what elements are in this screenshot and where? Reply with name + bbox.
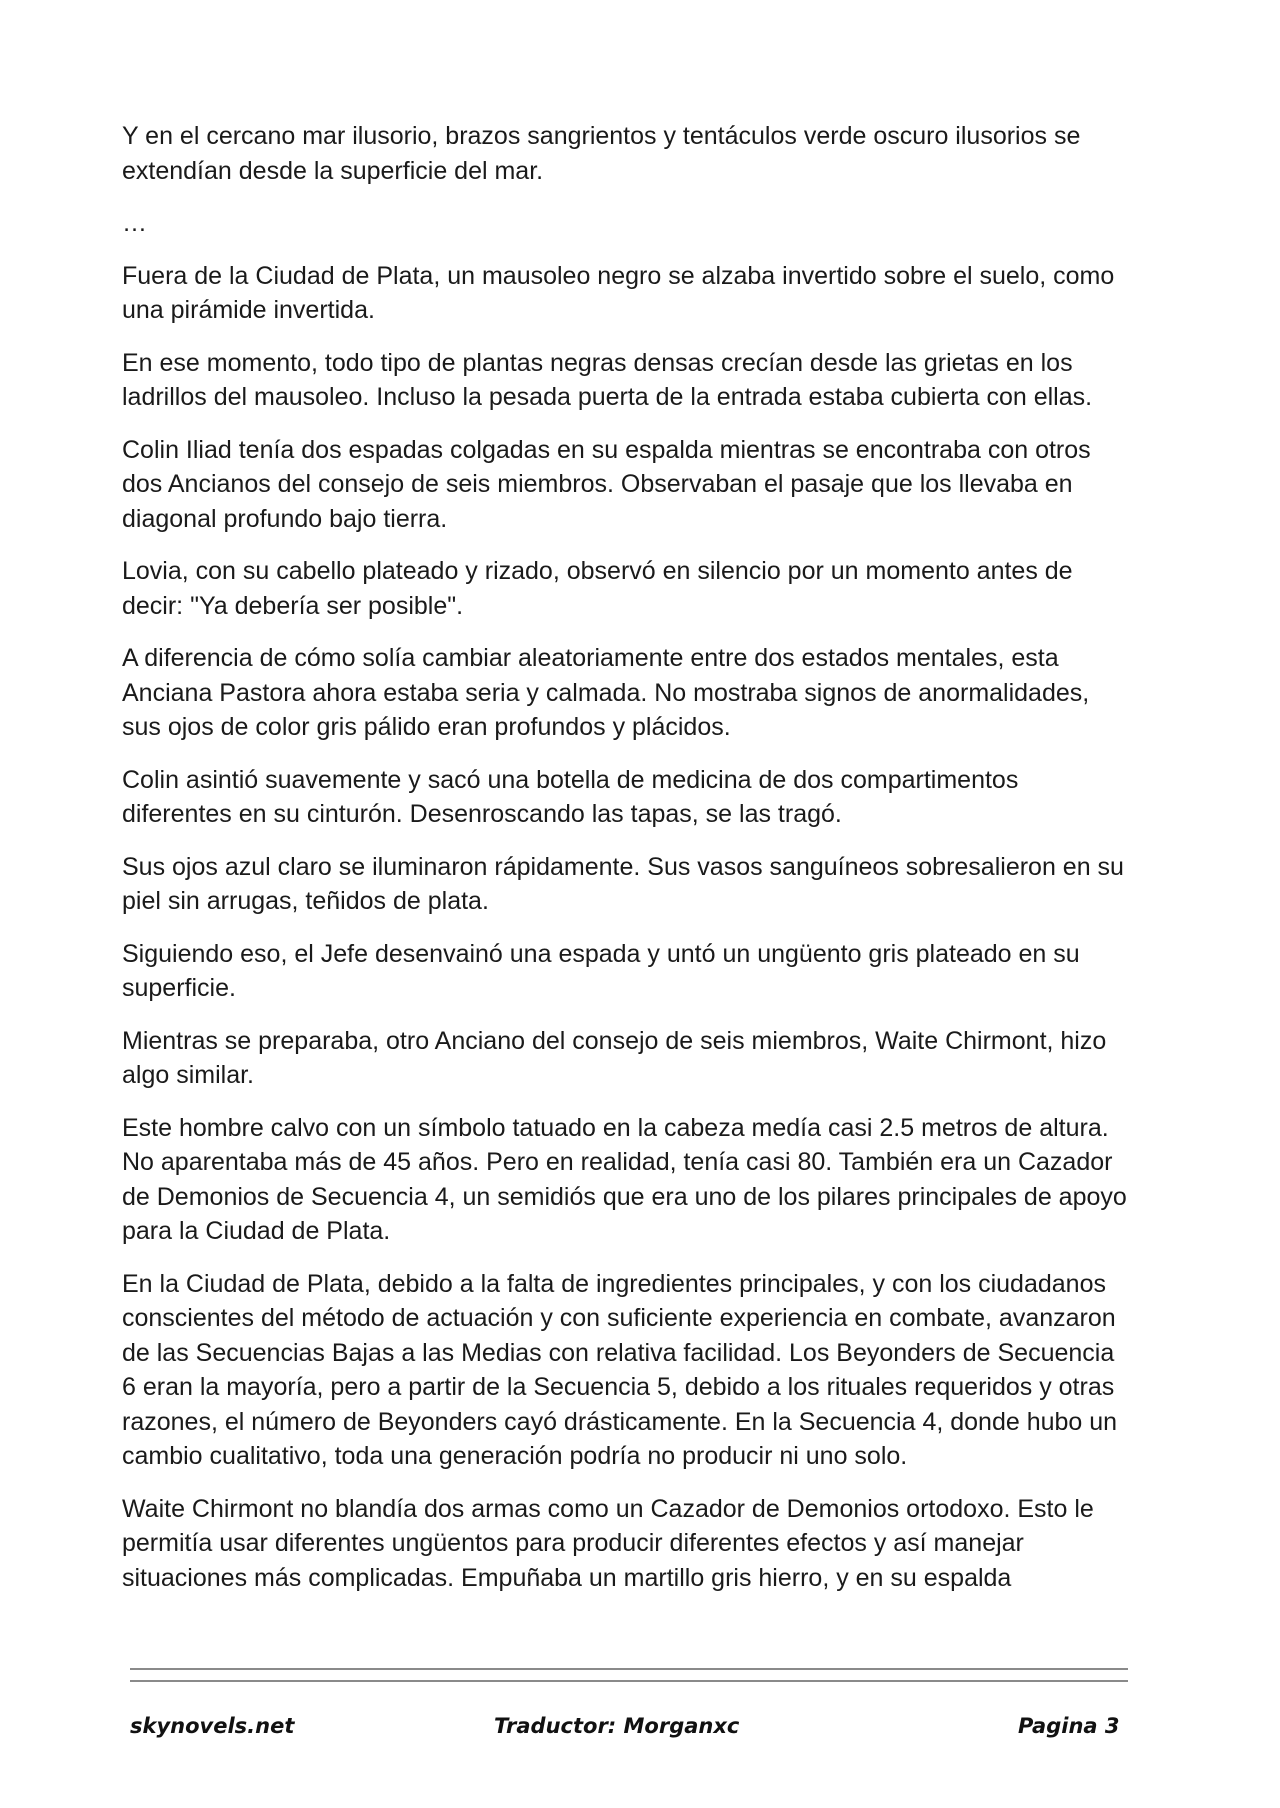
paragraph: Este hombre calvo con un símbolo tatuado en la cabeza medía casi 2.5 metros de altura. No aparentaba más de 45 años. Pero en realidad, tenía casi 80. También era un Cazador de Demonios de Secuencia 4, un semidiós que era uno de los pilares principales de apoyo para la Ciudad de Plata.	[122, 1113, 1127, 1245]
paragraph: Mientras se preparaba, otro Anciano del consejo de seis miembros, Waite Chirmont, hizo algo similar.	[122, 1026, 1107, 1089]
footer-page-number: Pagina 3	[1018, 1714, 1120, 1738]
paragraph: En ese momento, todo tipo de plantas negras densas crecían desde las grietas en los ladrillos del mausoleo. Incluso la pesada puerta de la entrada estaba cubierta con ellas.	[122, 348, 1093, 411]
paragraph: Waite Chirmont no blandía dos armas como un Cazador de Demonios ortodoxo. Esto le permitía usar diferentes ungüentos para producir diferentes efectos y así manejar situaciones más complicadas. Empuñaba un martillo gris hierro, y en su espalda	[122, 1494, 1094, 1592]
footer-site: skynovels.net	[130, 1714, 295, 1738]
paragraph-ellipsis: …	[122, 209, 147, 237]
footer-rule-top	[130, 1668, 1128, 1670]
footer-translator: Traductor: Morganxc	[494, 1714, 740, 1738]
paragraph: En la Ciudad de Plata, debido a la falta de ingredientes principales, y con los ciudadanos conscientes del método de actuación y con suficiente experiencia en combate, avanzaron de las Secuencias Bajas a las Medias con relativa facilidad. Los Beyonders de Secuencia 6 eran la mayoría, pero a partir de la Secuencia 5, debido a los rituales requeridos y otras razones, el número de Beyonders cayó drásticamente. En la Secuencia 4, donde hubo un cambio cualitativo, toda una generación podría no producir ni uno solo.	[122, 1269, 1118, 1470]
paragraph: Fuera de la Ciudad de Plata, un mausoleo negro se alzaba invertido sobre el suelo, como una pirámide invertida.	[122, 261, 1115, 324]
paragraph: Siguiendo eso, el Jefe desenvainó una espada y untó un ungüento gris plateado en su superficie.	[122, 939, 1080, 1002]
paragraph: A diferencia de cómo solía cambiar aleatoriamente entre dos estados mentales, esta Anciana Pastora ahora estaba seria y calmada. No mostraba signos de anormalidades, sus ojos de color gris pálido eran profundos y plácidos.	[122, 644, 1090, 741]
footer-rule-bottom	[130, 1680, 1128, 1682]
paragraph: Lovia, con su cabello plateado y rizado, observó en silencio por un momento antes de decir: "Ya debería ser posible".	[122, 557, 1073, 620]
paragraph: Y en el cercano mar ilusorio, brazos sangrientos y tentáculos verde oscuro ilusorios se extendían desde la superficie del mar.	[122, 122, 1081, 185]
paragraph: Colin Iliad tenía dos espadas colgadas en su espalda mientras se encontraba con otros dos Ancianos del consejo de seis miembros. Observaban el pasaje que los llevaba en diagonal profundo bajo tierra.	[122, 435, 1091, 533]
paragraph: Sus ojos azul claro se iluminaron rápidamente. Sus vasos sanguíneos sobresalieron en su piel sin arrugas, teñidos de plata.	[122, 852, 1124, 915]
paragraph: Colin asintió suavemente y sacó una botella de medicina de dos compartimentos diferentes en su cinturón. Desenroscando las tapas, se las tragó.	[122, 765, 1019, 828]
page-body	[122, 119, 1132, 1613]
footer-divider	[130, 1668, 1128, 1692]
